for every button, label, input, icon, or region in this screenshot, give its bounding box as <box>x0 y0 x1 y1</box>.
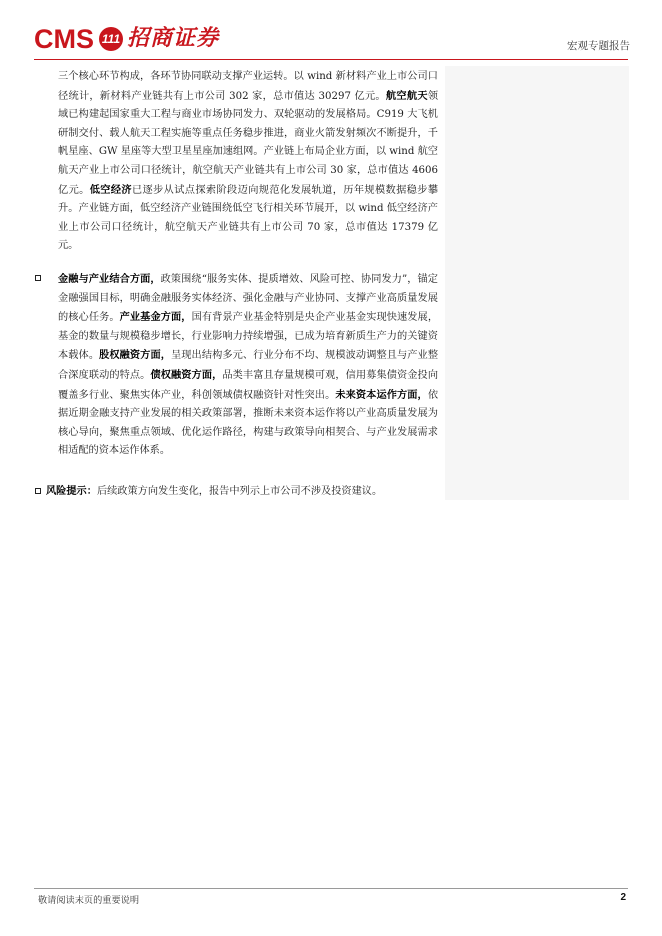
logo-chinese-name: 招商证券 <box>127 26 220 51</box>
text-run: 领域已构建起国家重大工程与商业市场协同发力、双轮驱动的发展格局。C919 大飞机研制交付、载人航天工程实施等重点任务稳步推进，商业火箭发射频次不断提升，千帆星座、GW 星座等大型卫星星座加速组网。产业链上布局企业方面，以 wind 航空航天产业上市公司口径统计，航空航天产业链共有上市公司 30 家，总市值达 4606 亿元。 <box>58 90 439 196</box>
text-run: 已逐步从试点探索阶段迈向规范化发展轨道，历年规模数据稳步攀升。产业链方面，低空经济产业链围绕低空飞行相关环节展开，以 wind 低空经济产业上市公司口径统计，航空航天产业链共有上市公司 70 家，总市值达 17379 亿元。 <box>58 184 439 252</box>
bold-run: 产业基金方面， <box>119 311 192 324</box>
square-bullet-icon <box>35 275 41 281</box>
bold-run: 低空经济 <box>89 183 132 196</box>
text-run: 三个核心环节构成，各环节协同联动支撑产业运转。以 wind 新材料产业上市公司口径统计，新材料产业链共有上市公司 302 家，总市值达 30297 亿元。 <box>58 71 438 102</box>
bold-run: 股权融资方面， <box>99 349 172 362</box>
text-run: 后续政策方向发生变化，报告中列示上市公司不涉及投资建议。 <box>96 486 383 497</box>
bold-run: 金融与产业结合方面， <box>58 272 161 285</box>
sidebar-panel <box>445 66 629 500</box>
footer-divider <box>34 888 628 889</box>
header-divider <box>34 59 628 60</box>
paragraph-finance <box>58 270 438 461</box>
paragraph-industry <box>58 68 438 256</box>
page-number: 2 <box>620 892 626 903</box>
main-content <box>58 68 438 461</box>
text-run: 国有背景产业基金特别是央企产业基金实现快速发展，基金的数量与规模稳步增长，行业影响力持续增强，已成为培育新质生产力的关键资本载体。 <box>58 312 439 362</box>
bold-run: 航空航天 <box>385 89 428 102</box>
bold-run: 风险提示： <box>46 485 97 497</box>
risk-warning <box>35 482 445 501</box>
risk-text <box>46 486 382 497</box>
cms-logo <box>34 22 219 56</box>
bold-run: 未来资本运作方面， <box>335 388 428 401</box>
text-run: 品类丰富且存量规模可观，信用募集债资金投向覆盖多行业、聚焦实体产业，科创领域债权融资针对性突出。 <box>58 369 439 401</box>
text-run: 政策围绕“服务实体、提质增效、风险可控、协同发力”，锚定金融强国目标，明确金融服务实体经济、强化金融与产业协同、支撑产业高质量发展的核心任务。 <box>58 273 438 324</box>
bullet-finance <box>58 270 438 461</box>
page-header <box>0 0 662 62</box>
square-bullet-icon <box>35 488 41 494</box>
report-type-label: 宏观专题报告 <box>567 40 630 52</box>
text-run: 依据近期金融支持产业发展的相关政策部署，推断未来资本运作将以产业高质量发展为核心导向，聚焦重点领域、优化运作路径，构建与政策导向相契合、与产业发展需求相适配的资本运作体系。 <box>58 389 438 457</box>
text-run: 呈现出结构多元、行业分布不均、规模波动调整且与产业整合深度联动的特点。 <box>58 350 439 381</box>
bold-run: 债权融资方面， <box>150 368 223 381</box>
logo-wordmark: CMS <box>34 23 94 54</box>
logo-badge-icon: 111 <box>99 27 123 51</box>
footer-disclaimer: 敬请阅读末页的重要说明 <box>38 895 140 906</box>
